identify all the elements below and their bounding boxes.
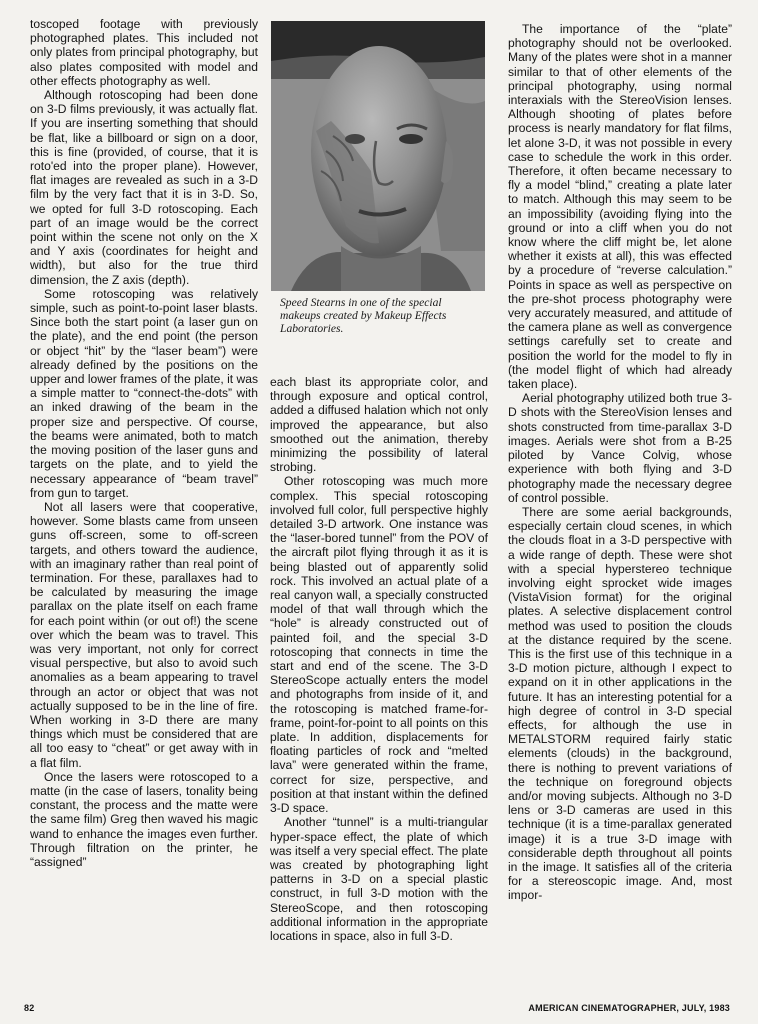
paragraph: each blast its appropriate color, and through exposure and optical control, added a diffused halation which not only improved the appearance, but also smoothed out the animation, thereby minimizing the possibility of lateral strobing. (270, 375, 488, 475)
paragraph: Aerial photography utilized both true 3-D shots with the StereoVision lenses and shots constructed from time-parallax 3-D images. Aerials were shot from a B-25 piloted by Vance Colvig, whose experience with both flying and 3-D photography made the necessary degree of control possible. (508, 391, 732, 505)
publication-footer: AMERICAN CINEMATOGRAPHER, JULY, 1983 (528, 1003, 730, 1013)
paragraph: Not all lasers were that cooperative, however. Some blasts came from unseen guns off-screen, some to off-screen targets, and others toward the audience, with an imaginary rather than real point of termination. For these, parallaxes had to be calculated by measuring the image parallax on the plate itself on each frame for each point within (or out of!) the scene over which the beam was to travel. This was very important, not only for correct visual perspective, but also to avoid such anomalies as a beam appearing to travel through an actor or object that was not actually supposed to be in the line of fire. When working in 3-D there are many things which must be considered that are all too easy to “cheat” or get away with in a flat film. (30, 499, 258, 770)
text-column-2 (270, 375, 488, 997)
portrait-illustration (271, 21, 485, 291)
makeup-photo (271, 21, 485, 291)
paragraph: Another “tunnel” is a multi-triangular hyper-space effect, the plate of which was itself a very special effect. The plate was created by photographing light patterns in 3-D on a special plastic construct, in full 3-D motion with the StereoScope, and then rotoscoping additional information in the appropriate locations in space, also in full 3-D. (270, 815, 488, 943)
paragraph: Other rotoscoping was much more complex. This special rotoscoping involved full color, full perspective highly detailed 3-D artwork. One instance was the “laser-bored tunnel” from the POV of the aircraft pilot flying through it as it is being blasted out of apparently solid rock. This involved an actual plate of a real canyon wall, a specially constructed model of that wall through which the “hole” is already constructed out of painted foil, and the special 3-D rotoscoping that connects in time the start and end of the scene. The 3-D StereoScope actually enters the model and photographs from inside of it, and the rotoscoping is matched frame-for-frame, point-for-point to all points on this plate. In addition, displacements for floating particles of rock and “melted lava” were generated within the frame, correct for size, perspective, and position at that instant within the defined 3-D space. (270, 474, 488, 816)
paragraph: The importance of the “plate” photography should not be overlooked. Many of the plates were shot in a manner similar to that of other elements of the principal photography, using normal interaxials with the StereoVision lenses. Although shooting of plates before process is nearly mandatory for flat films, let alone 3-D, it was not possible in every case to schedule the work in this order. Therefore, it often became necessary to fly a model “blind,” creating a plate later to match. Although this may seem to be an impossibility (avoiding flying into the ground or into a cliff when you do not know where the cliff might be, let alone whether it exists at all), this was effected by a procedure of “reverse calculation.” Points in space as well as perspective on the pre-shot process photography were very accurately measured, and attitude of the camera plane as well as convergence settings carefully set to create and position the world for the model to fly in (the model flight of which had already taken place). (508, 22, 732, 392)
text-column-3 (508, 22, 732, 997)
paragraph: toscoped footage with previously photographed plates. This included not only plates from principal photography, but also plates composited with model and other effects photography as well. (30, 17, 258, 88)
paragraph: Although rotoscoping had been done on 3-D films previously, it was actually flat. If you are inserting something that should be flat, like a billboard or sign on a door, this is fine (provided, of course, that it is roto'ed into the proper plane). However, flat images are revealed as such in a 3-D film by the very fact that it is in 3-D. So, we opted for full 3-D rotoscoping. Each part of an image would be the correct point within the scene not only on the X and Y axis (coordinates for height and width), but also for the true third dimension, the Z axis (depth). (30, 88, 258, 287)
page-number: 82 (24, 1003, 35, 1013)
paragraph: There are some aerial backgrounds, especially certain cloud scenes, in which the clouds float in a 3-D perspective with a wide range of depth. These were shot with a special hyperstereo technique involving eight sprocket wide images (VistaVision format) for the original plates. A selective displacement control method was used to position the clouds at the distance required by the scene. This is the first use of this technique in a 3-D motion picture, although I expect to expand on it in other applications in the future. It has an interesting potential for a high degree of control in 3-D special effects, for although the use in METALSTORM required fairly static elements (clouds) in the background, there is nothing to prevent variations of the technique on foreground objects and/or moving subjects. Although no 3-D lens or 3-D cameras are used in this technique (it is a time-parallax generated image) it is a true 3-D image with considerable depth throughout all points in the image. It satisfies all of the criteria for a stereoscopic image. And, most impor- (508, 504, 732, 903)
photo-caption: Speed Stearns in one of the special makeups created by Makeup Effects Laboratories. (280, 296, 447, 335)
text-column-1 (30, 17, 258, 997)
paragraph: Once the lasers were rotoscoped to a matte (in the case of lasers, tonality being constant, the process and the matte were the same film) Greg then waved his magic wand to enhance the images even further. Through filtration on the printer, he “assigned” (30, 769, 258, 869)
paragraph: Some rotoscoping was relatively simple, such as point-to-point laser blasts. Since both the start point (a laser gun on the plate), and the end point (the person or object “hit” by the “laser beam”) were already defined by the positions on the upper and lower frames of the plate, it was a simple matter to “connect-the-dots” with an inked drawing of the beam in the proper size and perspective. Of course, the beams were animated, both to match the moving position of the laser guns and targets on the plate, and to yield the necessary appearance of “beam travel” from gun to target. (30, 286, 258, 500)
